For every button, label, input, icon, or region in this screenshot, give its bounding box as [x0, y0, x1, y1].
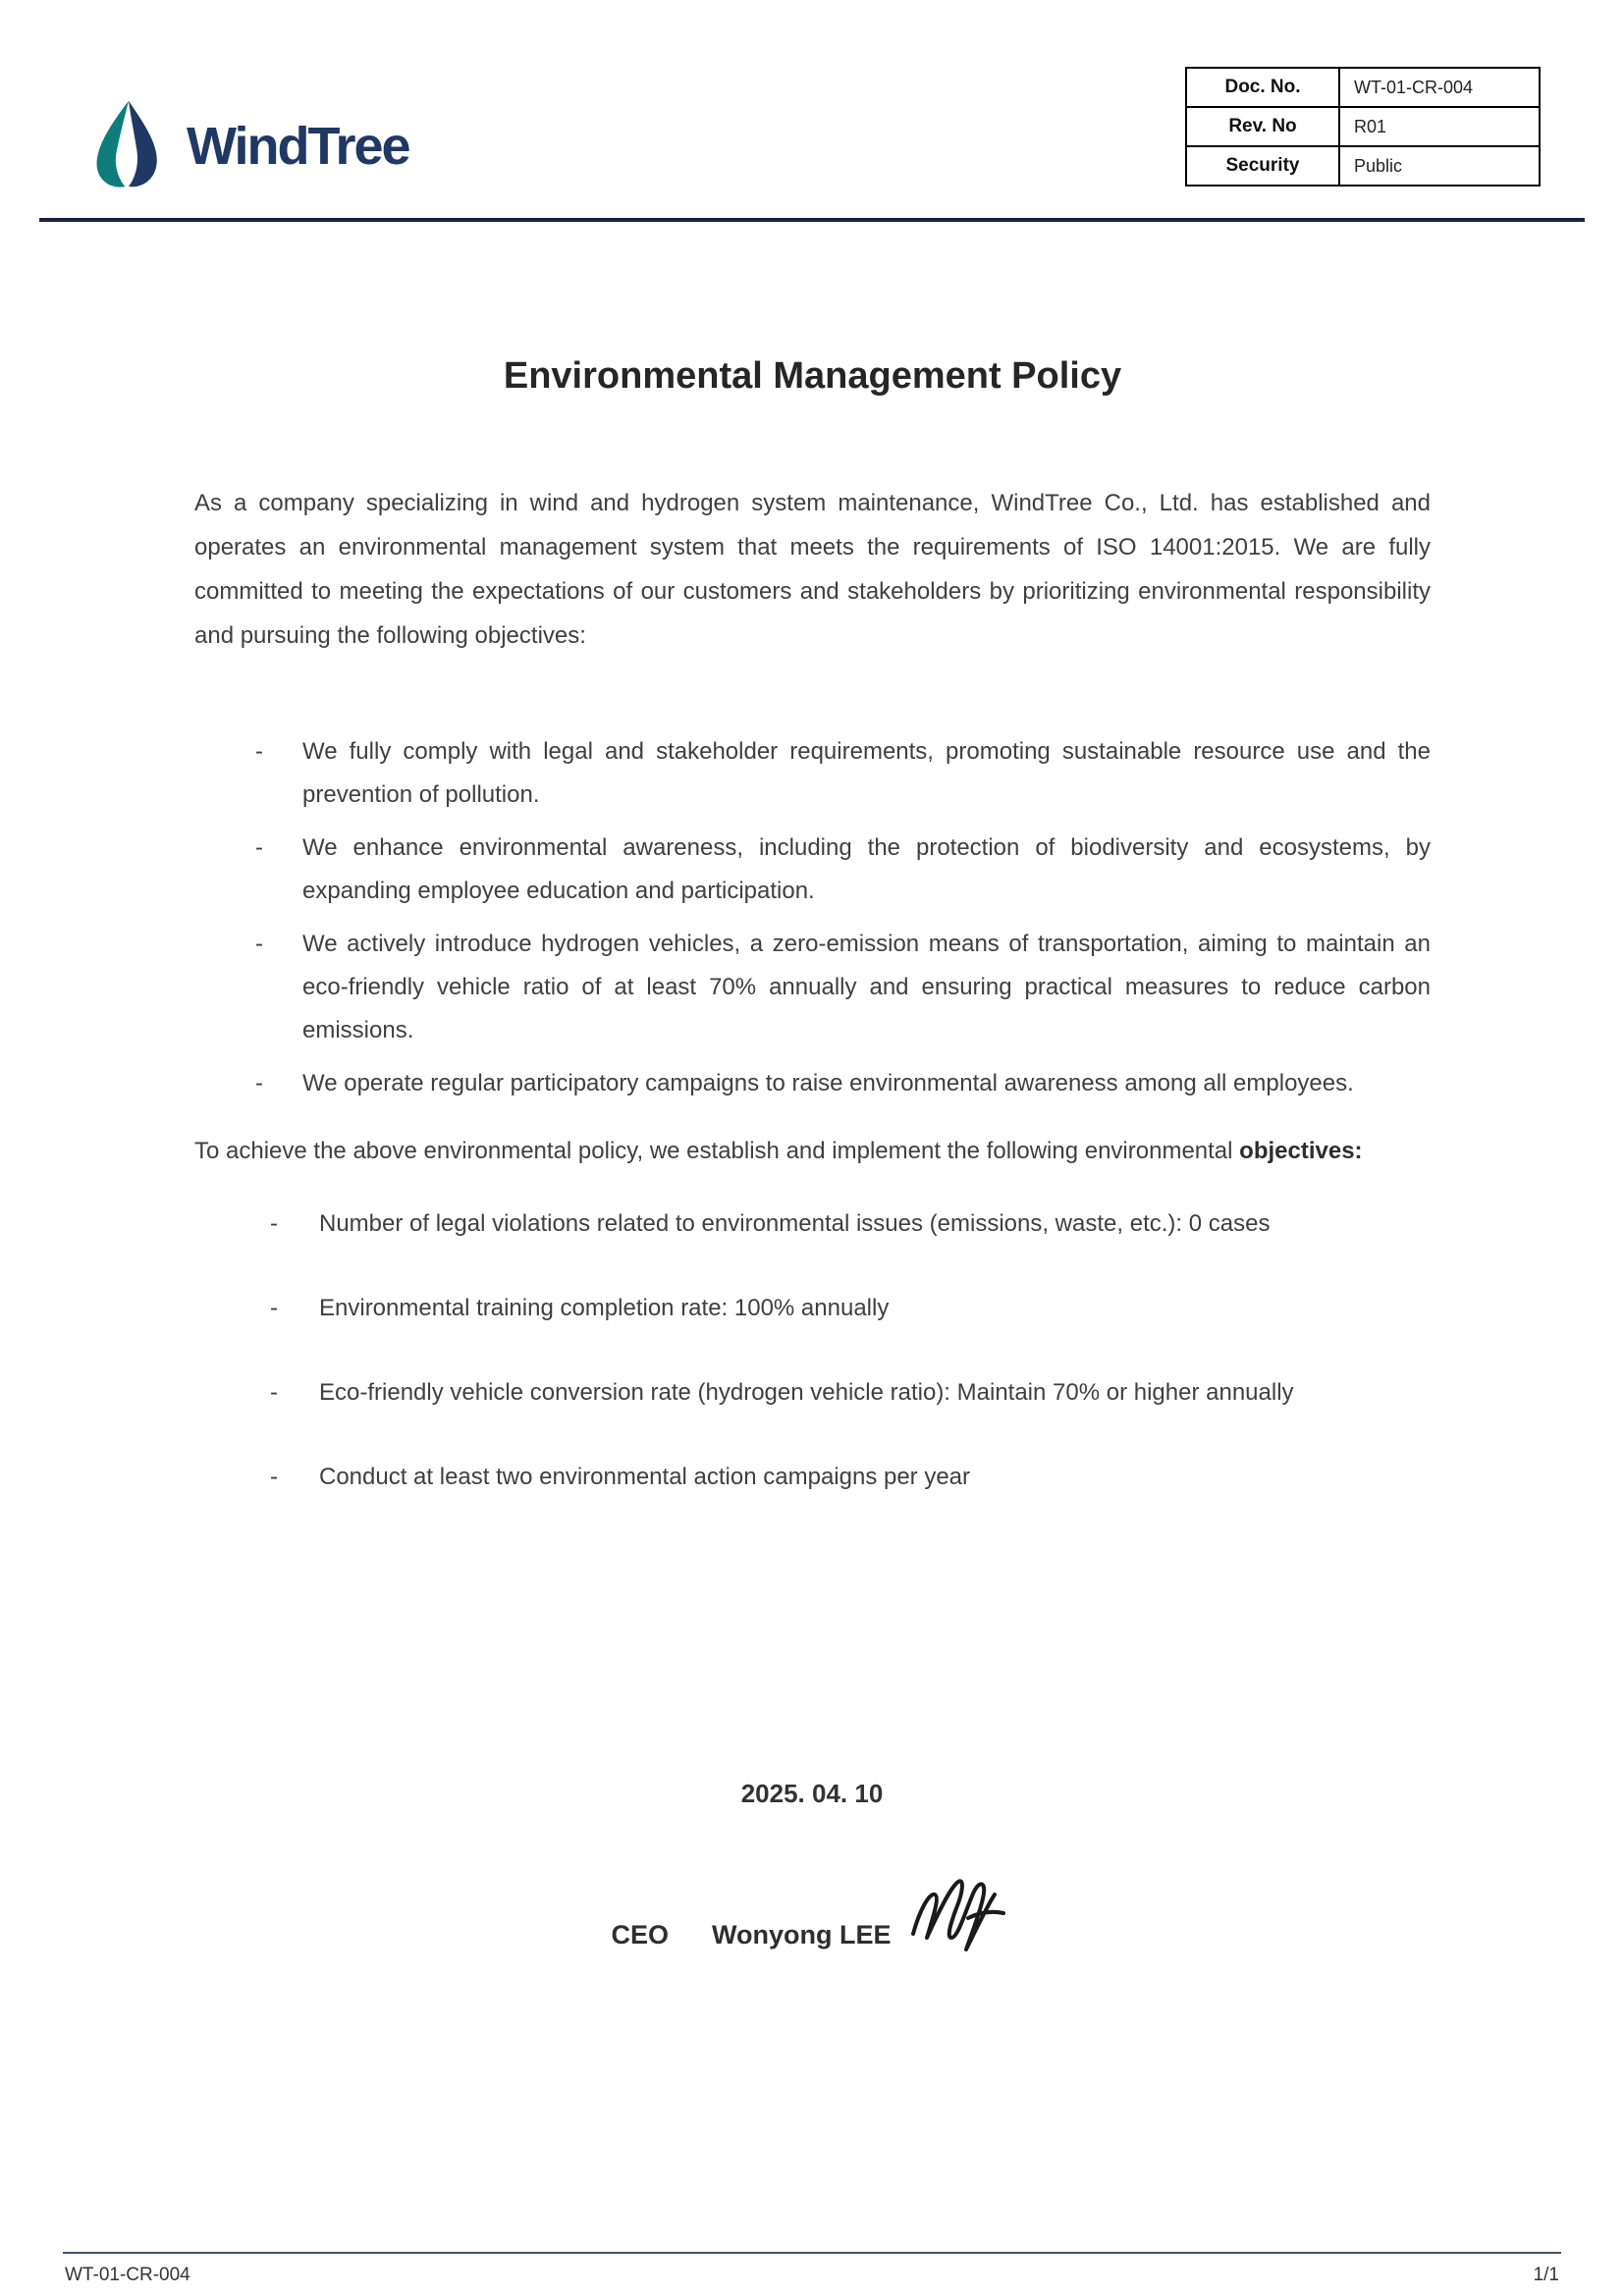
header-divider [39, 218, 1585, 222]
doc-table-row [1186, 146, 1540, 186]
ceo-title: CEO [611, 1920, 669, 1949]
bullet-dash: - [270, 1210, 278, 1237]
list-item [255, 827, 1431, 913]
list-item [270, 1202, 1431, 1246]
windtree-leaf-icon [84, 96, 173, 195]
security-label: Security [1186, 146, 1339, 186]
list-item [270, 1371, 1431, 1415]
doc-info-table [1185, 67, 1541, 187]
objectives-list [194, 1202, 1431, 1499]
footer-divider [63, 2252, 1561, 2254]
list-item-text: Eco-friendly vehicle conversion rate (hydrogen vehicle ratio): Maintain 70% or higher annually [319, 1379, 1294, 1406]
footer-doc-no: WT-01-CR-004 [65, 2265, 190, 2285]
doc-no-label: Doc. No. [1186, 68, 1339, 107]
list-item [270, 1287, 1431, 1330]
doc-table-row [1186, 68, 1540, 107]
list-item-text: Conduct at least two environmental action campaigns per year [319, 1464, 971, 1490]
bullet-dash: - [255, 738, 263, 765]
ceo-name: Wonyong LEE [712, 1920, 892, 1949]
security-value: Public [1339, 146, 1540, 186]
bullet-dash: - [270, 1295, 278, 1321]
rev-no-value: R01 [1339, 107, 1540, 146]
list-item-text: We enhance environmental awareness, including the protection of biodiversity and ecosystems, by expanding employee education and participation. [302, 834, 1431, 904]
page-title: Environmental Management Policy [503, 355, 1122, 397]
signature-scribble [903, 1873, 1013, 1964]
objectives-paragraph [194, 1129, 1431, 1173]
bullet-dash: - [255, 931, 263, 957]
list-item-text: We fully comply with legal and stakeholder requirements, promoting sustainable resource use and the prevention of pollution. [302, 738, 1431, 808]
list-item [255, 1062, 1431, 1105]
rev-no-label: Rev. No [1186, 107, 1339, 146]
doc-no-value: WT-01-CR-004 [1339, 68, 1540, 107]
bullet-dash: - [270, 1464, 278, 1490]
objectives-bold-word: objectives: [1239, 1138, 1363, 1164]
document-body [194, 353, 1431, 1499]
intro-paragraph: As a company specializing in wind and hydrogen system maintenance, WindTree Co., Ltd. has established and operates an environmental management system that meets the requirements of ISO 14001:2015. We are fully committed to meeting the expectations of our customers and stakeholders by prioritizing environmental responsibility and pursuing the following objectives: [194, 490, 1431, 649]
list-item-text: We actively introduce hydrogen vehicles, a zero-emission means of transportation, aiming to maintain an eco-friendly vehicle ratio of at least 70% annually and ensuring practical measures to reduce carbon emissions. [302, 931, 1431, 1043]
list-item [255, 730, 1431, 817]
bullet-dash: - [255, 1070, 263, 1096]
footer-page-number: 1/1 [1533, 2265, 1559, 2285]
brand-wordmark: WindTree [187, 116, 409, 176]
bullet-dash: - [255, 834, 263, 861]
doc-table-row [1186, 107, 1540, 146]
policy-list [194, 730, 1431, 1105]
approval-line [0, 1906, 1624, 1964]
footer [65, 2265, 1559, 2286]
list-item-text: Environmental training completion rate: 100% annually [319, 1295, 890, 1321]
list-item-text: We operate regular participatory campaigns to raise environmental awareness among all employees. [302, 1070, 1354, 1096]
approval-date: 2025. 04. 10 [740, 1779, 884, 1808]
bullet-dash: - [270, 1379, 278, 1406]
objectives-paragraph-text: To achieve the above environmental policy, we establish and implement the following environmental [194, 1138, 1240, 1164]
list-item [255, 923, 1431, 1052]
windtree-logo [84, 96, 409, 195]
list-item [270, 1456, 1431, 1499]
list-item-text: Number of legal violations related to environmental issues (emissions, waste, etc.): 0 cases [319, 1210, 1271, 1237]
